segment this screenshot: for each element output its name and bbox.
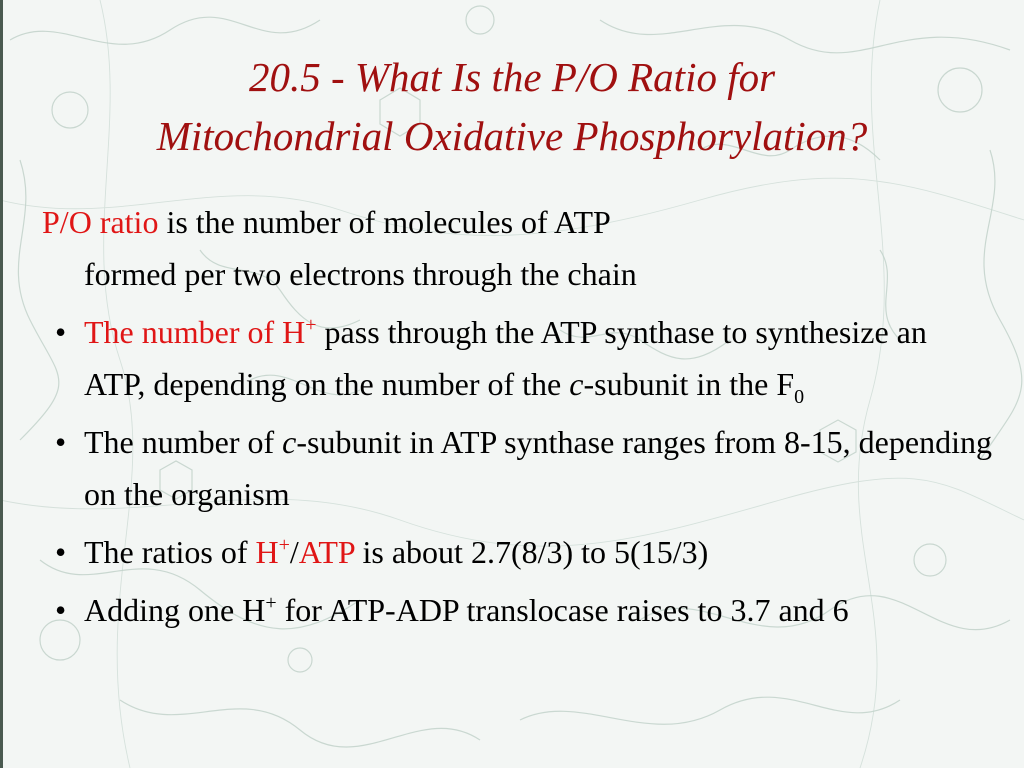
bullet-item	[42, 306, 992, 410]
bullet-item	[42, 416, 992, 520]
italic-c: c	[569, 366, 584, 402]
term-po-ratio: P/O ratio	[42, 204, 159, 240]
italic-c: c	[282, 424, 297, 460]
superscript-plus: +	[265, 592, 277, 614]
bullet-text: -subunit in the F	[583, 366, 795, 402]
title-line-1: 20.5 - What Is the P/O Ratio for	[248, 54, 776, 100]
bullet-marker: •	[55, 592, 67, 628]
title-line-2: Mitochondrial Oxidative Phosphorylation?	[156, 113, 868, 159]
definition-line-2: formed per two electrons through the chain	[84, 256, 637, 292]
subscript-zero: 0	[794, 386, 805, 408]
bullet-marker: •	[55, 424, 67, 460]
slash: /	[289, 534, 299, 570]
red-atp: ATP	[298, 534, 355, 570]
bullet-item	[42, 526, 992, 578]
definition-line-1: is the number of molecules of ATP	[158, 204, 611, 240]
bullet-lead-text: The number of H	[84, 314, 306, 350]
superscript-plus: +	[278, 534, 290, 556]
red-h: H	[255, 534, 279, 570]
slide-body	[42, 196, 992, 636]
bullet-marker: •	[55, 534, 67, 570]
bullet-text: pass through the ATP synthase to synthesize an ATP, depending on the number of the	[84, 314, 927, 402]
bullet-text: The number of	[84, 424, 283, 460]
superscript-plus: +	[305, 314, 317, 336]
bullet-text: for ATP-ADP translocase raises to 3.7 and 6	[276, 592, 849, 628]
bullet-text: Adding one H	[84, 592, 266, 628]
bullet-text: is about 2.7(8/3) to 5(15/3)	[354, 534, 709, 570]
intro-paragraph	[42, 196, 992, 300]
bullet-marker: •	[55, 314, 67, 350]
bullet-text: -subunit in ATP synthase ranges from 8-15, depending on the organism	[84, 424, 992, 512]
bullet-text: The ratios of	[84, 534, 256, 570]
bullet-item	[42, 584, 992, 636]
slide-title	[20, 48, 1004, 166]
